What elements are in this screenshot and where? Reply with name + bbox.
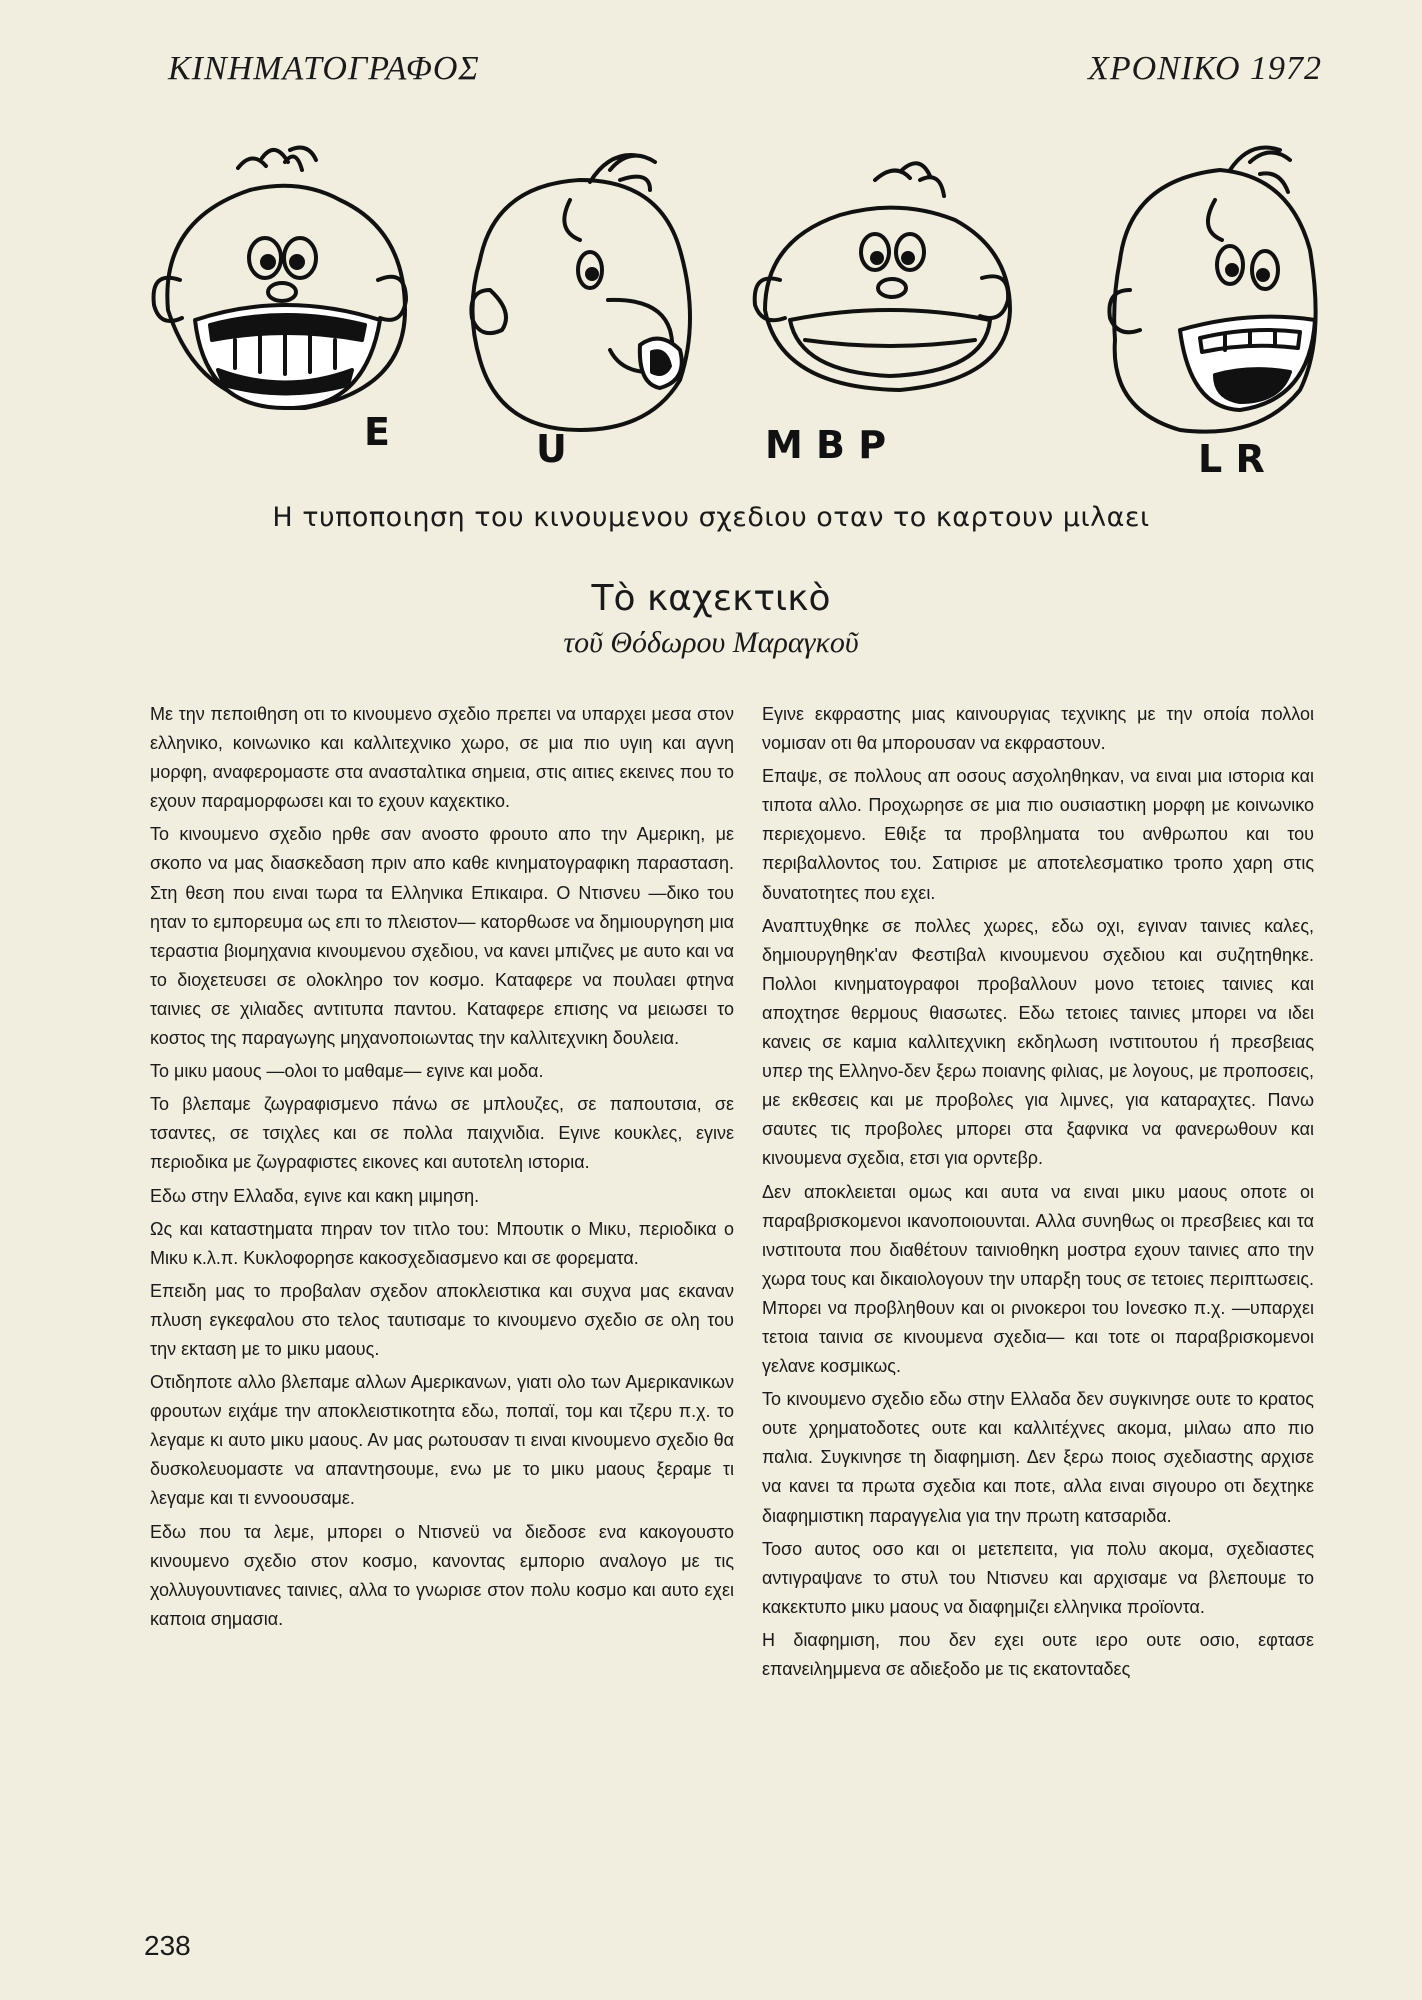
running-header-right: ΧΡΟΝΙΚΟ 1972: [1088, 50, 1322, 87]
cartoon-mouth-shapes-illustration: [140, 140, 1340, 480]
paragraph: Τοσο αυτος οσο και οι μετεπειτα, για πολυ ακομα, σχεδιαστες αντιγραψανε το στυλ του Ντισνευ και αρχισαμε να βλεπουμε το κακεκτυπο μικυ μαους να διαφημιζει ελληνικα προϊοντα.: [762, 1538, 1314, 1617]
mouth-label-u: U: [536, 427, 567, 471]
paragraph: Το μικυ μαους —ολοι το μαθαμε— εγινε και μοδα.: [150, 1061, 544, 1082]
cartoon-face-lr: [1109, 148, 1315, 432]
paragraph: Αναπτυχθηκε σε πολλες χωρες, εδω οχι, εγιναν ταινιες καλες, δημιουργηθηκ'αν Φεστιβαλ κινουμενου σχεδιου και συζητηθηκε. Πολλοι κινηματογραφοι προβαλλουν μονο τετοιες ταινιες και αποχτησε θερμους θιασωτες. Εδω τετοιες ταινιες μπορει να ιδει κανεις σε καμια καλλιτεχνικη εκδηλωση ινστιτουτου ή πρεσβειας υπερ της Ελληνο-δεν ξερω ποιανης φιλιας, με λογους, με προποσεις, με εκθεσεις και με προβολες για λιμνες, για καταραχτες. Πανω σαυτες τις προβολες μπορει στα ξαφνικα να φανερωθουν και κινουμενα σχεδια, ετσι για ορντεβρ.: [762, 915, 1314, 1169]
figure-caption: Η τυποποιηση του κινουμενου σχεδιου οταν το καρτουν μιλαει: [272, 502, 1150, 533]
text-column-right: [762, 700, 1314, 1688]
paragraph: Η διαφημιση, που δεν εχει ουτε ιερο ουτε οσιο, εφτασε επανειλημμενα σε αδιεξοδο με τις εκατονταδες: [762, 1629, 1314, 1679]
cartoon-face-u: [471, 155, 690, 430]
paragraph: Το κινουμενο σχεδιο ηρθε σαν ανοστο φρουτο απο την Αμερικη, με σκοπο να μας διασκεδαση πριν απο καθε κινηματογραφικη παρασταση. Στη θεση που ειναι τωρα τα Ελληνικα Επικαιρα. Ο Ντισνευ —δικο του ηταν το εμπορευμα ως επι το πλειστον— κατορθωσε να δημιουργηση μια τεραστια βιομηχανια κινουμενου σχεδιου, να κανει μπιζνες με αυτο και να το διοχετευσει σε ολοκληρο τον κοσμο. Καταφερε να πουλαει φτηνα ταινιες σε χιλιαδες αντιτυπα παντου. Καταφερε επισης να μειωσει το κοστος της παραγωγης μηχανοποιωντας την καλλιτεχνικη δουλεια.: [150, 824, 734, 1049]
mouth-label-lr: L R: [1198, 437, 1265, 480]
mouth-label-e: E: [364, 410, 390, 454]
cartoon-face-e: [154, 148, 406, 409]
article-title: Τὸ καχεκτικὸ: [591, 578, 831, 619]
mouth-label-mbp: M B P: [765, 423, 887, 467]
cartoon-face-mbp: [755, 163, 1010, 390]
paragraph: Το κινουμενο σχεδιο εδω στην Ελλαδα δεν συγκινησε ουτε το κρατος ουτε χρηματοδοτες ουτε και καλλιτέχνες ακομα, μιλαω απο πιο παλια. Συγκινησε τη διαφημιση. Δεν ξερω ποιος σχεδιαστης αρχισε να κανει τα πρωτα σχεδια και ποτε, αλλα ειναι σιγουρο οτι δεχτηκε διαφημιστικη παραγγελια για την πρωτη κατσαριδα.: [762, 1389, 1314, 1526]
paragraph: Εγινε εκφραστης μιας καινουργιας τεχνικης με την οποία πολλοι νομισαν οτι θα μπορουσαν να εκφραστουν.: [762, 704, 1314, 754]
article-author: τοῦ Θόδωρου Μαραγκοῦ: [563, 626, 859, 659]
paragraph: Εδω που τα λεμε, μπορει ο Ντισνεϋ να διεδοσε ενα κακογουστο κινουμενο σχεδιο στον κοσμο, κανοντας εμποριο αναλογο με τις χολλυγουντιανες ταινιες, αλλα το γνωρισε στον πολυ κοσμο και αυτο εχει καποια σημασια.: [150, 1521, 734, 1629]
paragraph: Ως και καταστηματα πηραν τον τιτλο του: Μπουτικ ο Μικυ, περιοδικα ο Μικυ κ.λ.π. Κυκλοφορησε κακοσχεδιασμενο και σε φορεματα.: [150, 1218, 734, 1268]
paragraph: Εδω στην Ελλαδα, εγινε και κακη μιμηση.: [150, 1185, 480, 1206]
running-header-left: ΚΙΝΗΜΑΤΟΓΡΑΦΟΣ: [168, 50, 480, 87]
paragraph: Με την πεποιθηση οτι το κινουμενο σχεδιο πρεπει να υπαρχει μεσα στον ελληνικο, κοινωνικο και καλλιτεχνικο χωρο, σε μια πιο υγιη και αγνη μορφη, αναφερομαστε στα ανασταλτικα σημεια, στις αιτιες εκεινες που το εχουν παραμορφωσει και το εχουν καχεκτικο.: [150, 704, 734, 812]
paragraph: Οτιδηποτε αλλο βλεπαμε αλλων Αμερικανων, γιατι ολο των Αμερικανικων φρουτων ειχάμε την αποκλειστικοτητα εδω, ποπαϊ, τομ και τζερυ π.χ. το λεγαμε κι αυτο μικυ μαους. Αν μας ρωτουσαν τι ειναι κινουμενο σχεδιο θα δυσκολευομαστε να απαντησουμε, ενω με το μικυ μαους ξεραμε τι λεγαμε και τι εννοουσαμε.: [150, 1372, 734, 1509]
paragraph: Δεν αποκλειεται ομως και αυτα να ειναι μικυ μαους οποτε οι παραβρισκομενοι ικανοποιουνται. Αλλα συνηθως οι πρεσβειες και τα ινστιτουτα που διαθέτουν ταινιοθηκη μοστρα εχουν ταινιες απο την χωρα τους και δικαιολογουν την υπαρξη τους σε τετοιες περιπτωσεις. Μπορει να προβληθουν και οι ρινοκεροι του Ιονεσκο π.χ. —υπαρχει τετοια ταινια σε κινουμενα σχεδια— και τοτε οι παραβρισκομενοι γελανε κοσμικως.: [762, 1181, 1314, 1377]
text-column-left: [150, 700, 734, 1638]
paragraph: Το βλεπαμε ζωγραφισμενο πάνω σε μπλουζες, σε παπουτσια, σε τσαντες, σε τσιχλες και σε πολλα παιχνιδια. Εγινε κουκλες, εγινε περιοδικα με ζωγραφιστες εικονες και αυτοτελη ιστορια.: [150, 1094, 734, 1173]
paragraph: Επειδη μας το προβαλαν σχεδον αποκλειστικα και συχνα μας εκαναν πλυση εγκεφαλου στο τελος ταυτισαμε το κινουμενο σχεδιο σε ολη του την εκταση με το μικυ μαους.: [150, 1280, 734, 1359]
page-number: 238: [144, 1930, 191, 1961]
paragraph: Επαψε, σε πολλους απ οσους ασχοληθηκαν, να ειναι μια ιστορια και τιποτα αλλο. Προχωρησε σε μια πιο ουσιαστικη μορφη με κοινωνικο περιεχομενο. Εθιξε τα προβληματα του ανθρωπου και του περιβαλλοντος του. Σατιρισε με αποτελεσματικο τροπο χαρη στις δυνατοτητες που εχει.: [762, 766, 1314, 903]
